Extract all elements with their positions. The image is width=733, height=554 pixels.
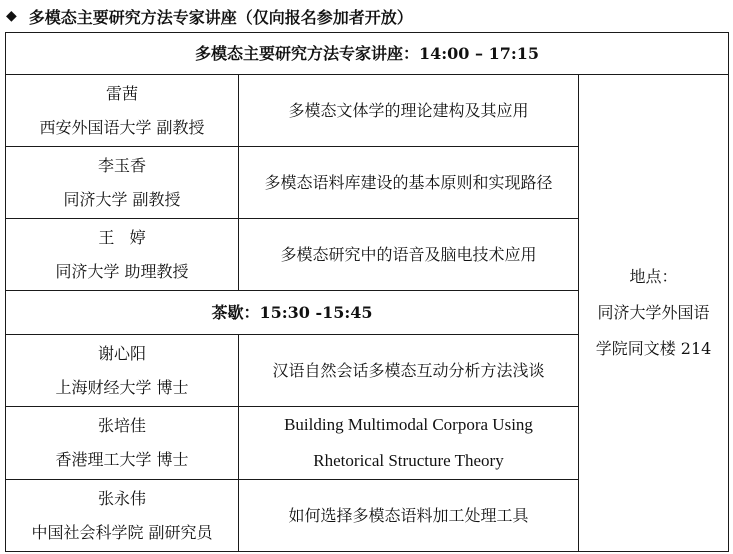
schedule-table	[5, 32, 729, 552]
speaker-name: 雷茜	[105, 83, 138, 103]
talk-topic-line-1: Building Multimodal Corpora Using	[284, 415, 533, 434]
venue-line-1: 同济大学外国语	[597, 303, 710, 322]
topic-cell	[239, 407, 579, 480]
speaker-cell	[6, 219, 239, 291]
topic-cell	[239, 219, 579, 291]
speaker-cell	[6, 407, 239, 480]
venue-line-2: 学院同文楼 214	[595, 339, 712, 358]
talk-topic-line-2: Rhetorical Structure Theory	[313, 451, 504, 470]
topic-cell	[239, 335, 579, 407]
talk-topic: 多模态文体学的理论建构及其应用	[288, 100, 529, 120]
section-title: 多模态主要研究方法专家讲座（仅向报名参加者开放）	[28, 7, 413, 27]
tea-break-label: 茶歇：15:30 -15:45	[6, 291, 579, 335]
speaker-name: 李玉香	[97, 155, 146, 175]
talk-topic: 多模态语料库建设的基本原则和实现路径	[264, 172, 553, 192]
topic-cell	[239, 480, 579, 552]
speaker-name: 谢心阳	[97, 343, 146, 363]
venue-cell	[579, 75, 729, 552]
topic-cell	[239, 147, 579, 219]
speaker-affiliation: 中国社会科学院 副研究员	[31, 522, 213, 542]
speaker-cell	[6, 147, 239, 219]
talk-topic: 如何选择多模态语料加工处理工具	[288, 505, 529, 525]
speaker-cell	[6, 335, 239, 407]
topic-cell	[239, 75, 579, 147]
speaker-name: 张永伟	[97, 488, 146, 508]
table-row	[6, 75, 729, 147]
speaker-name: 张培佳	[97, 416, 146, 435]
section-heading	[6, 4, 413, 28]
speaker-cell	[6, 75, 239, 147]
speaker-affiliation: 上海财经大学 博士	[55, 377, 189, 397]
speaker-affiliation: 同济大学 助理教授	[55, 261, 189, 281]
talk-topic: 多模态研究中的语音及脑电技术应用	[280, 244, 537, 264]
speaker-cell	[6, 480, 239, 552]
diamond-bullet-icon: ◆	[6, 8, 17, 24]
speaker-affiliation: 西安外国语大学 副教授	[39, 117, 205, 137]
venue-label: 地点：	[629, 267, 678, 286]
speaker-affiliation: 同济大学 副教授	[63, 189, 181, 209]
speaker-name: 王 婷	[98, 227, 146, 247]
session-title: 多模态主要研究方法专家讲座：14:00 – 17:15	[6, 33, 729, 75]
session-row	[6, 33, 729, 75]
talk-topic: 汉语自然会话多模态互动分析方法浅谈	[272, 360, 545, 380]
speaker-affiliation: 香港理工大学 博士	[55, 450, 189, 469]
